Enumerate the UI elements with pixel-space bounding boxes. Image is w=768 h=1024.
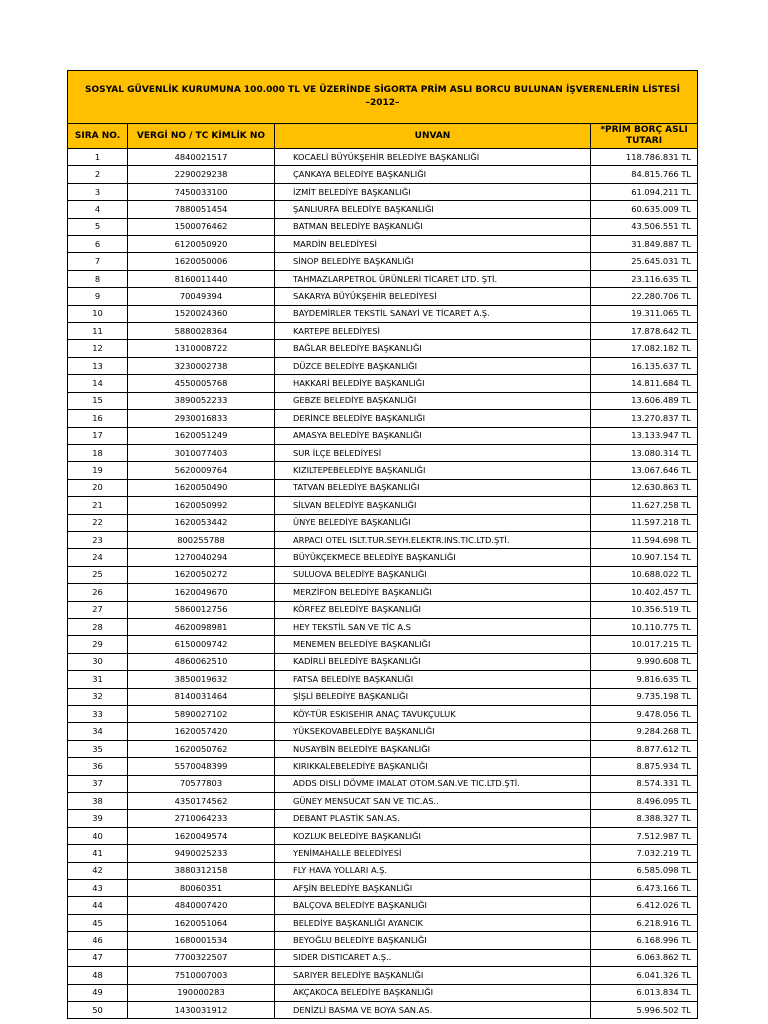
table-row <box>68 340 698 357</box>
cell-vergi-no: 6120050920 <box>128 236 275 253</box>
cell-vergi-no: 1620051064 <box>128 914 275 931</box>
table-row <box>68 618 698 635</box>
cell-vergi-no: 9490025233 <box>128 845 275 862</box>
table-row <box>68 462 698 479</box>
table-row <box>68 479 698 496</box>
cell-sira-no: 15 <box>68 392 128 409</box>
cell-sira-no: 40 <box>68 827 128 844</box>
cell-unvan: İZMİT BELEDİYE BAŞKANLIĞI <box>275 183 591 200</box>
cell-vergi-no: 1620050992 <box>128 497 275 514</box>
cell-unvan: NUSAYBİN BELEDİYE BAŞKANLIĞI <box>275 740 591 757</box>
cell-vergi-no: 70577803 <box>128 775 275 792</box>
table-row <box>68 758 698 775</box>
cell-prim-borc: 6.473.166 TL <box>591 880 698 897</box>
cell-sira-no: 29 <box>68 636 128 653</box>
cell-vergi-no: 1620050272 <box>128 566 275 583</box>
cell-vergi-no: 7880051454 <box>128 201 275 218</box>
cell-sira-no: 7 <box>68 253 128 270</box>
cell-sira-no: 23 <box>68 531 128 548</box>
cell-sira-no: 45 <box>68 914 128 931</box>
cell-prim-borc: 10.017.215 TL <box>591 636 698 653</box>
cell-unvan: AFŞİN BELEDİYE BAŞKANLIĞI <box>275 880 591 897</box>
cell-sira-no: 42 <box>68 862 128 879</box>
cell-sira-no: 25 <box>68 566 128 583</box>
cell-prim-borc: 10.402.457 TL <box>591 584 698 601</box>
cell-sira-no: 31 <box>68 671 128 688</box>
cell-unvan: BALÇOVA BELEDİYE BAŞKANLIĞI <box>275 897 591 914</box>
table-row <box>68 288 698 305</box>
cell-vergi-no: 4620098981 <box>128 618 275 635</box>
table-row <box>68 636 698 653</box>
cell-unvan: ŞİŞLİ BELEDİYE BAŞKANLIĞI <box>275 688 591 705</box>
cell-vergi-no: 80060351 <box>128 880 275 897</box>
cell-unvan: ÇANKAYA BELEDİYE BAŞKANLIĞI <box>275 166 591 183</box>
debtor-list-document <box>67 70 697 1019</box>
cell-unvan: YÜKSEKOVABELEDİYE BAŞKANLIĞI <box>275 723 591 740</box>
table-row <box>68 967 698 984</box>
cell-unvan: BEYOĞLU BELEDİYE BAŞKANLIĞI <box>275 932 591 949</box>
cell-vergi-no: 5860012756 <box>128 601 275 618</box>
table-row <box>68 723 698 740</box>
table-row <box>68 566 698 583</box>
cell-prim-borc: 7.032.219 TL <box>591 845 698 862</box>
header-vergi-no: VERGİ NO / TC KİMLİK NO <box>128 124 275 149</box>
table-row <box>68 270 698 287</box>
cell-sira-no: 37 <box>68 775 128 792</box>
cell-unvan: ADDS DISLI DÖVME IMALAT OTOM.SAN.VE TIC.LTD.ŞTİ. <box>275 775 591 792</box>
cell-unvan: ÜNYE BELEDİYE BAŞKANLIĞI <box>275 514 591 531</box>
cell-vergi-no: 1620049574 <box>128 827 275 844</box>
cell-prim-borc: 10.110.775 TL <box>591 618 698 635</box>
cell-vergi-no: 1270040294 <box>128 549 275 566</box>
cell-sira-no: 18 <box>68 444 128 461</box>
cell-sira-no: 9 <box>68 288 128 305</box>
cell-vergi-no: 2930016833 <box>128 410 275 427</box>
cell-vergi-no: 7450033100 <box>128 183 275 200</box>
cell-vergi-no: 4840007420 <box>128 897 275 914</box>
cell-sira-no: 10 <box>68 305 128 322</box>
cell-prim-borc: 23.116.635 TL <box>591 270 698 287</box>
cell-sira-no: 48 <box>68 967 128 984</box>
cell-sira-no: 44 <box>68 897 128 914</box>
cell-prim-borc: 11.597.218 TL <box>591 514 698 531</box>
cell-unvan: SUR İLÇE BELEDİYESİ <box>275 444 591 461</box>
cell-vergi-no: 5890027102 <box>128 706 275 723</box>
cell-prim-borc: 13.133.947 TL <box>591 427 698 444</box>
document-title <box>68 71 698 124</box>
cell-unvan: MENEMEN BELEDİYE BAŞKANLIĞI <box>275 636 591 653</box>
table-row <box>68 236 698 253</box>
cell-vergi-no: 3010077403 <box>128 444 275 461</box>
table-row <box>68 949 698 966</box>
cell-prim-borc: 8.574.331 TL <box>591 775 698 792</box>
table-row <box>68 201 698 218</box>
cell-vergi-no: 7510007003 <box>128 967 275 984</box>
cell-unvan: SIDER DISTICARET A.Ş.. <box>275 949 591 966</box>
cell-unvan: MERZİFON BELEDİYE BAŞKANLIĞI <box>275 584 591 601</box>
cell-prim-borc: 10.356.519 TL <box>591 601 698 618</box>
cell-sira-no: 3 <box>68 183 128 200</box>
cell-unvan: YENİMAHALLE BELEDİYESİ <box>275 845 591 862</box>
table-row <box>68 793 698 810</box>
cell-unvan: FATSA BELEDİYE BAŞKANLIĞI <box>275 671 591 688</box>
cell-sira-no: 19 <box>68 462 128 479</box>
cell-prim-borc: 14.811.684 TL <box>591 375 698 392</box>
cell-vergi-no: 1620050762 <box>128 740 275 757</box>
table-row <box>68 914 698 931</box>
cell-vergi-no: 7700322507 <box>128 949 275 966</box>
cell-prim-borc: 12.630.863 TL <box>591 479 698 496</box>
cell-vergi-no: 1620049670 <box>128 584 275 601</box>
cell-prim-borc: 10.688.022 TL <box>591 566 698 583</box>
cell-unvan: KOZLUK BELEDİYE BAŞKANLIĞI <box>275 827 591 844</box>
cell-sira-no: 12 <box>68 340 128 357</box>
cell-prim-borc: 6.013.834 TL <box>591 984 698 1001</box>
cell-vergi-no: 3230002738 <box>128 357 275 374</box>
cell-vergi-no: 3850019632 <box>128 671 275 688</box>
cell-unvan: KÖY-TÜR ESKISEHIR ANAÇ TAVUKÇULUK <box>275 706 591 723</box>
cell-unvan: KARTEPE BELEDİYESİ <box>275 323 591 340</box>
cell-prim-borc: 7.512.987 TL <box>591 827 698 844</box>
cell-sira-no: 14 <box>68 375 128 392</box>
cell-vergi-no: 1620057420 <box>128 723 275 740</box>
cell-unvan: KOCAELİ BÜYÜKŞEHİR BELEDİYE BAŞKANLIĞI <box>275 149 591 166</box>
cell-sira-no: 30 <box>68 653 128 670</box>
cell-sira-no: 35 <box>68 740 128 757</box>
cell-sira-no: 46 <box>68 932 128 949</box>
cell-prim-borc: 8.388.327 TL <box>591 810 698 827</box>
table-row <box>68 897 698 914</box>
cell-sira-no: 13 <box>68 357 128 374</box>
cell-unvan: DERİNCE BELEDİYE BAŞKANLIĞI <box>275 410 591 427</box>
cell-unvan: MARDİN BELEDİYESİ <box>275 236 591 253</box>
cell-prim-borc: 9.735.198 TL <box>591 688 698 705</box>
cell-unvan: TAHMAZLARPETROL ÜRÜNLERİ TİCARET LTD. ŞTİ. <box>275 270 591 287</box>
cell-prim-borc: 6.063.862 TL <box>591 949 698 966</box>
cell-unvan: AMASYA BELEDİYE BAŞKANLIĞI <box>275 427 591 444</box>
debtor-table <box>67 70 698 1019</box>
cell-unvan: ŞANLIURFA BELEDİYE BAŞKANLIĞI <box>275 201 591 218</box>
table-row <box>68 810 698 827</box>
cell-vergi-no: 1620051249 <box>128 427 275 444</box>
cell-unvan: SİNOP BELEDİYE BAŞKANLIĞI <box>275 253 591 270</box>
cell-sira-no: 41 <box>68 845 128 862</box>
cell-vergi-no: 6150009742 <box>128 636 275 653</box>
cell-sira-no: 17 <box>68 427 128 444</box>
cell-sira-no: 26 <box>68 584 128 601</box>
column-header-row <box>68 124 698 149</box>
table-row <box>68 166 698 183</box>
cell-prim-borc: 19.311.065 TL <box>591 305 698 322</box>
cell-sira-no: 38 <box>68 793 128 810</box>
table-row <box>68 706 698 723</box>
table-row <box>68 514 698 531</box>
cell-prim-borc: 61.094.211 TL <box>591 183 698 200</box>
cell-prim-borc: 118.786.831 TL <box>591 149 698 166</box>
cell-vergi-no: 5570048399 <box>128 758 275 775</box>
cell-sira-no: 2 <box>68 166 128 183</box>
cell-prim-borc: 8.877.612 TL <box>591 740 698 757</box>
cell-unvan: FLY HAVA YOLLARI A.Ş. <box>275 862 591 879</box>
cell-sira-no: 27 <box>68 601 128 618</box>
cell-unvan: HAKKARİ BELEDİYE BAŞKANLIĞI <box>275 375 591 392</box>
cell-sira-no: 50 <box>68 1001 128 1018</box>
cell-unvan: DENİZLİ BASMA VE BOYA SAN.AS. <box>275 1001 591 1018</box>
cell-sira-no: 20 <box>68 479 128 496</box>
table-row <box>68 375 698 392</box>
table-row <box>68 357 698 374</box>
table-row <box>68 827 698 844</box>
cell-sira-no: 8 <box>68 270 128 287</box>
cell-vergi-no: 2290029238 <box>128 166 275 183</box>
table-body <box>68 149 698 1019</box>
cell-unvan: BAYDEMİRLER TEKSTİL SANAYİ VE TİCARET A.Ş. <box>275 305 591 322</box>
cell-vergi-no: 800255788 <box>128 531 275 548</box>
header-sira-no: SIRA NO. <box>68 124 128 149</box>
table-row <box>68 149 698 166</box>
cell-prim-borc: 13.080.314 TL <box>591 444 698 461</box>
cell-vergi-no: 1500076462 <box>128 218 275 235</box>
table-row <box>68 549 698 566</box>
cell-prim-borc: 6.218.916 TL <box>591 914 698 931</box>
cell-prim-borc: 84.815.766 TL <box>591 166 698 183</box>
cell-prim-borc: 11.594.698 TL <box>591 531 698 548</box>
cell-unvan: GEBZE BELEDİYE BAŞKANLIĞI <box>275 392 591 409</box>
cell-vergi-no: 1430031912 <box>128 1001 275 1018</box>
cell-unvan: ARPACI OTEL ISLT.TUR.SEYH.ELEKTR.INS.TIC.LTD.ŞTİ. <box>275 531 591 548</box>
cell-prim-borc: 6.168.996 TL <box>591 932 698 949</box>
cell-unvan: BAĞLAR BELEDİYE BAŞKANLIĞI <box>275 340 591 357</box>
cell-prim-borc: 22.280.706 TL <box>591 288 698 305</box>
cell-prim-borc: 60.635.009 TL <box>591 201 698 218</box>
cell-vergi-no: 5880028364 <box>128 323 275 340</box>
title-line-2: –2012– <box>365 98 400 108</box>
cell-unvan: HEY TEKSTİL SAN VE TİC A.S <box>275 618 591 635</box>
cell-vergi-no: 4840021517 <box>128 149 275 166</box>
cell-sira-no: 33 <box>68 706 128 723</box>
cell-prim-borc: 8.875.934 TL <box>591 758 698 775</box>
cell-sira-no: 39 <box>68 810 128 827</box>
cell-sira-no: 6 <box>68 236 128 253</box>
cell-vergi-no: 4350174562 <box>128 793 275 810</box>
cell-prim-borc: 17.082.182 TL <box>591 340 698 357</box>
table-row <box>68 392 698 409</box>
cell-sira-no: 4 <box>68 201 128 218</box>
header-unvan: UNVAN <box>275 124 591 149</box>
cell-prim-borc: 9.816.635 TL <box>591 671 698 688</box>
cell-sira-no: 34 <box>68 723 128 740</box>
cell-prim-borc: 11.627.258 TL <box>591 497 698 514</box>
cell-unvan: BÜYÜKÇEKMECE BELEDİYE BAŞKANLIĞI <box>275 549 591 566</box>
title-line-1: SOSYAL GÜVENLİK KURUMUNA 100.000 TL VE ÜZERİNDE SİGORTA PRİM ASLI BORCU BULUNAN İŞVERENLERİN LİSTESİ <box>85 85 681 95</box>
cell-prim-borc: 13.067.646 TL <box>591 462 698 479</box>
table-row <box>68 671 698 688</box>
cell-prim-borc: 9.990.608 TL <box>591 653 698 670</box>
cell-vergi-no: 4550005768 <box>128 375 275 392</box>
cell-prim-borc: 13.270.837 TL <box>591 410 698 427</box>
cell-prim-borc: 6.412.026 TL <box>591 897 698 914</box>
table-row <box>68 1001 698 1018</box>
cell-prim-borc: 6.041.326 TL <box>591 967 698 984</box>
cell-prim-borc: 9.284.268 TL <box>591 723 698 740</box>
table-row <box>68 880 698 897</box>
cell-unvan: KADİRLİ BELEDİYE BAŞKANLIĞI <box>275 653 591 670</box>
cell-sira-no: 32 <box>68 688 128 705</box>
cell-vergi-no: 1620053442 <box>128 514 275 531</box>
cell-unvan: DÜZCE BELEDİYE BAŞKANLIĞI <box>275 357 591 374</box>
cell-vergi-no: 1310008722 <box>128 340 275 357</box>
cell-sira-no: 1 <box>68 149 128 166</box>
cell-prim-borc: 31.849.887 TL <box>591 236 698 253</box>
cell-unvan: SARIYER BELEDİYE BAŞKANLIĞI <box>275 967 591 984</box>
table-row <box>68 775 698 792</box>
cell-prim-borc: 43.506.551 TL <box>591 218 698 235</box>
table-row <box>68 601 698 618</box>
cell-prim-borc: 10.907.154 TL <box>591 549 698 566</box>
cell-vergi-no: 1620050006 <box>128 253 275 270</box>
cell-prim-borc: 25.645.031 TL <box>591 253 698 270</box>
table-row <box>68 584 698 601</box>
table-row <box>68 427 698 444</box>
cell-unvan: AKÇAKOCA BELEDİYE BAŞKANLIĞI <box>275 984 591 1001</box>
cell-sira-no: 47 <box>68 949 128 966</box>
cell-prim-borc: 13.606.489 TL <box>591 392 698 409</box>
cell-prim-borc: 6.585.098 TL <box>591 862 698 879</box>
cell-vergi-no: 4860062510 <box>128 653 275 670</box>
table-row <box>68 984 698 1001</box>
cell-unvan: KIZILTEPEBELEDİYE BAŞKANLIĞI <box>275 462 591 479</box>
cell-sira-no: 22 <box>68 514 128 531</box>
cell-unvan: GÜNEY MENSUCAT SAN VE TIC.AS.. <box>275 793 591 810</box>
cell-unvan: TATVAN BELEDİYE BAŞKANLIĞI <box>275 479 591 496</box>
table-row <box>68 183 698 200</box>
cell-vergi-no: 5620009764 <box>128 462 275 479</box>
table-row <box>68 740 698 757</box>
table-row <box>68 862 698 879</box>
cell-sira-no: 36 <box>68 758 128 775</box>
cell-sira-no: 28 <box>68 618 128 635</box>
table-row <box>68 688 698 705</box>
table-row <box>68 444 698 461</box>
cell-vergi-no: 8140031464 <box>128 688 275 705</box>
table-row <box>68 845 698 862</box>
cell-sira-no: 16 <box>68 410 128 427</box>
cell-unvan: SAKARYA BÜYÜKŞEHİR BELEDİYESİ <box>275 288 591 305</box>
cell-vergi-no: 190000283 <box>128 984 275 1001</box>
table-row <box>68 932 698 949</box>
cell-unvan: BATMAN BELEDİYE BAŞKANLIĞI <box>275 218 591 235</box>
cell-prim-borc: 17.878.642 TL <box>591 323 698 340</box>
table-row <box>68 653 698 670</box>
cell-unvan: SİLVAN BELEDİYE BAŞKANLIĞI <box>275 497 591 514</box>
cell-vergi-no: 1520024360 <box>128 305 275 322</box>
cell-unvan: KIRIKKALEBELEDİYE BAŞKANLIĞI <box>275 758 591 775</box>
cell-vergi-no: 70049394 <box>128 288 275 305</box>
cell-prim-borc: 8.496.095 TL <box>591 793 698 810</box>
cell-sira-no: 43 <box>68 880 128 897</box>
table-row <box>68 218 698 235</box>
cell-vergi-no: 3890052233 <box>128 392 275 409</box>
cell-unvan: SULUOVA BELEDİYE BAŞKANLIĞI <box>275 566 591 583</box>
cell-unvan: KÖRFEZ BELEDİYE BAŞKANLIĞI <box>275 601 591 618</box>
table-row <box>68 410 698 427</box>
cell-unvan: DEBANT PLASTİK SAN.AS. <box>275 810 591 827</box>
cell-sira-no: 11 <box>68 323 128 340</box>
cell-vergi-no: 1620050490 <box>128 479 275 496</box>
cell-vergi-no: 8160011440 <box>128 270 275 287</box>
cell-vergi-no: 3880312158 <box>128 862 275 879</box>
cell-sira-no: 21 <box>68 497 128 514</box>
cell-sira-no: 5 <box>68 218 128 235</box>
cell-sira-no: 24 <box>68 549 128 566</box>
table-row <box>68 323 698 340</box>
cell-vergi-no: 2710064233 <box>128 810 275 827</box>
cell-prim-borc: 9.478.056 TL <box>591 706 698 723</box>
cell-vergi-no: 1680001534 <box>128 932 275 949</box>
table-row <box>68 253 698 270</box>
cell-prim-borc: 16.135.637 TL <box>591 357 698 374</box>
table-row <box>68 497 698 514</box>
table-row <box>68 305 698 322</box>
table-row <box>68 531 698 548</box>
cell-prim-borc: 5.996.502 TL <box>591 1001 698 1018</box>
cell-sira-no: 49 <box>68 984 128 1001</box>
header-prim-borc: *PRİM BORÇ ASLI TUTARI <box>591 124 698 149</box>
cell-unvan: BELEDİYE BAŞKANLIĞI AYANCIK <box>275 914 591 931</box>
